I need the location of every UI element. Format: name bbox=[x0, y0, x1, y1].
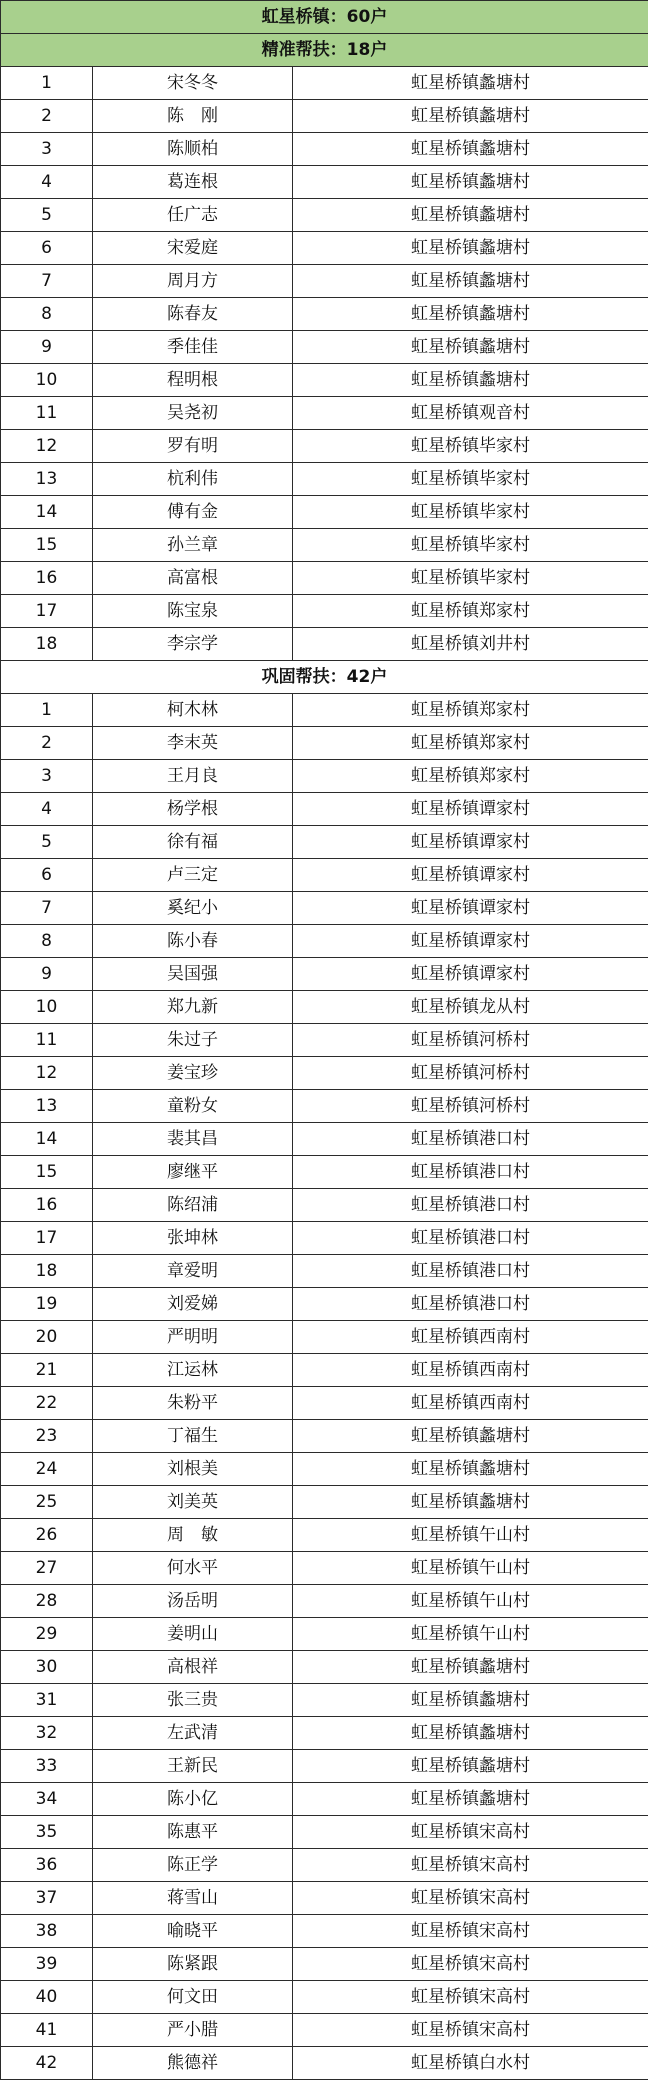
row-number: 27 bbox=[1, 1552, 93, 1585]
section-heading-row bbox=[1, 661, 648, 694]
household-name: 周 敏 bbox=[93, 1519, 293, 1552]
row-number: 42 bbox=[1, 2047, 93, 2080]
table-row bbox=[1, 1321, 648, 1354]
table-row bbox=[1, 1354, 648, 1387]
household-name: 季佳佳 bbox=[93, 331, 293, 364]
village-name: 虹星桥镇毕家村 bbox=[293, 529, 648, 562]
table-row bbox=[1, 1519, 648, 1552]
household-name: 蒋雪山 bbox=[93, 1882, 293, 1915]
household-name: 柯木林 bbox=[93, 694, 293, 727]
table-row bbox=[1, 529, 648, 562]
table-row bbox=[1, 1486, 648, 1519]
household-name: 何文田 bbox=[93, 1981, 293, 2014]
household-name: 姜宝珍 bbox=[93, 1057, 293, 1090]
village-name: 虹星桥镇蠡塘村 bbox=[293, 67, 648, 100]
village-name: 虹星桥镇河桥村 bbox=[293, 1090, 648, 1123]
table-row bbox=[1, 892, 648, 925]
row-number: 14 bbox=[1, 1123, 93, 1156]
household-name: 江运林 bbox=[93, 1354, 293, 1387]
row-number: 34 bbox=[1, 1783, 93, 1816]
village-name: 虹星桥镇港口村 bbox=[293, 1255, 648, 1288]
household-name: 喻晓平 bbox=[93, 1915, 293, 1948]
village-name: 虹星桥镇河桥村 bbox=[293, 1057, 648, 1090]
table-row bbox=[1, 2014, 648, 2047]
table-row bbox=[1, 2047, 648, 2080]
table-row bbox=[1, 1189, 648, 1222]
row-number: 10 bbox=[1, 364, 93, 397]
household-name: 严小腊 bbox=[93, 2014, 293, 2047]
row-number: 13 bbox=[1, 1090, 93, 1123]
table-row bbox=[1, 1123, 648, 1156]
table-row bbox=[1, 1684, 648, 1717]
household-name: 孙兰章 bbox=[93, 529, 293, 562]
household-name: 陈绍浦 bbox=[93, 1189, 293, 1222]
row-number: 30 bbox=[1, 1651, 93, 1684]
table-row bbox=[1, 925, 648, 958]
table-row bbox=[1, 430, 648, 463]
table-row bbox=[1, 562, 648, 595]
row-number: 33 bbox=[1, 1750, 93, 1783]
row-number: 2 bbox=[1, 100, 93, 133]
village-name: 虹星桥镇谭家村 bbox=[293, 958, 648, 991]
household-name: 周月方 bbox=[93, 265, 293, 298]
village-name: 虹星桥镇蠡塘村 bbox=[293, 1750, 648, 1783]
village-name: 虹星桥镇谭家村 bbox=[293, 859, 648, 892]
row-number: 12 bbox=[1, 430, 93, 463]
village-name: 虹星桥镇午山村 bbox=[293, 1585, 648, 1618]
village-name: 虹星桥镇蠡塘村 bbox=[293, 1420, 648, 1453]
village-name: 虹星桥镇宋高村 bbox=[293, 1915, 648, 1948]
row-number: 5 bbox=[1, 826, 93, 859]
table-row bbox=[1, 1651, 648, 1684]
village-name: 虹星桥镇毕家村 bbox=[293, 496, 648, 529]
row-number: 36 bbox=[1, 1849, 93, 1882]
table-row bbox=[1, 1090, 648, 1123]
row-number: 8 bbox=[1, 298, 93, 331]
table-row bbox=[1, 1783, 648, 1816]
row-number: 7 bbox=[1, 892, 93, 925]
village-name: 虹星桥镇西南村 bbox=[293, 1387, 648, 1420]
household-name: 宋冬冬 bbox=[93, 67, 293, 100]
table-row bbox=[1, 1057, 648, 1090]
row-number: 38 bbox=[1, 1915, 93, 1948]
village-name: 虹星桥镇蠡塘村 bbox=[293, 1783, 648, 1816]
table-row bbox=[1, 1981, 648, 2014]
household-name: 罗有明 bbox=[93, 430, 293, 463]
row-number: 3 bbox=[1, 760, 93, 793]
row-number: 12 bbox=[1, 1057, 93, 1090]
household-name: 高根祥 bbox=[93, 1651, 293, 1684]
household-name: 王月良 bbox=[93, 760, 293, 793]
household-name: 陈小亿 bbox=[93, 1783, 293, 1816]
table-row bbox=[1, 1915, 648, 1948]
village-name: 虹星桥镇蠡塘村 bbox=[293, 1651, 648, 1684]
household-name: 宋爱庭 bbox=[93, 232, 293, 265]
household-name: 陈宝泉 bbox=[93, 595, 293, 628]
row-number: 4 bbox=[1, 166, 93, 199]
row-number: 5 bbox=[1, 199, 93, 232]
table-row bbox=[1, 496, 648, 529]
table-row bbox=[1, 628, 648, 661]
table-row bbox=[1, 463, 648, 496]
table-row bbox=[1, 232, 648, 265]
row-number: 14 bbox=[1, 496, 93, 529]
section-heading: 巩固帮扶：42户 bbox=[1, 661, 648, 694]
village-name: 虹星桥镇谭家村 bbox=[293, 826, 648, 859]
village-name: 虹星桥镇蠡塘村 bbox=[293, 1717, 648, 1750]
row-number: 17 bbox=[1, 1222, 93, 1255]
table-row bbox=[1, 1552, 648, 1585]
table-row bbox=[1, 991, 648, 1024]
village-name: 虹星桥镇刘井村 bbox=[293, 628, 648, 661]
row-number: 6 bbox=[1, 232, 93, 265]
village-name: 虹星桥镇宋高村 bbox=[293, 1948, 648, 1981]
village-name: 虹星桥镇午山村 bbox=[293, 1618, 648, 1651]
village-name: 虹星桥镇毕家村 bbox=[293, 430, 648, 463]
village-name: 虹星桥镇蠡塘村 bbox=[293, 133, 648, 166]
village-name: 虹星桥镇港口村 bbox=[293, 1288, 648, 1321]
row-number: 37 bbox=[1, 1882, 93, 1915]
row-number: 4 bbox=[1, 793, 93, 826]
table-row bbox=[1, 1288, 648, 1321]
village-name: 虹星桥镇白水村 bbox=[293, 2047, 648, 2080]
household-name: 陈正学 bbox=[93, 1849, 293, 1882]
row-number: 1 bbox=[1, 694, 93, 727]
village-name: 虹星桥镇蠡塘村 bbox=[293, 265, 648, 298]
household-name: 左武清 bbox=[93, 1717, 293, 1750]
village-name: 虹星桥镇蠡塘村 bbox=[293, 1486, 648, 1519]
village-name: 虹星桥镇郑家村 bbox=[293, 694, 648, 727]
row-number: 13 bbox=[1, 463, 93, 496]
table-row bbox=[1, 1024, 648, 1057]
household-name: 刘美英 bbox=[93, 1486, 293, 1519]
household-name: 朱粉平 bbox=[93, 1387, 293, 1420]
section-heading: 精准帮扶：18户 bbox=[1, 34, 648, 67]
table-title-row bbox=[1, 1, 648, 34]
village-name: 虹星桥镇蠡塘村 bbox=[293, 199, 648, 232]
table-row bbox=[1, 1420, 648, 1453]
row-number: 21 bbox=[1, 1354, 93, 1387]
table-row bbox=[1, 826, 648, 859]
village-name: 虹星桥镇西南村 bbox=[293, 1354, 648, 1387]
table-row bbox=[1, 166, 648, 199]
household-name: 程明根 bbox=[93, 364, 293, 397]
household-name: 陈顺柏 bbox=[93, 133, 293, 166]
row-number: 26 bbox=[1, 1519, 93, 1552]
row-number: 25 bbox=[1, 1486, 93, 1519]
village-name: 虹星桥镇谭家村 bbox=[293, 892, 648, 925]
household-name: 张坤林 bbox=[93, 1222, 293, 1255]
table-row bbox=[1, 1255, 648, 1288]
table-row bbox=[1, 1750, 648, 1783]
row-number: 41 bbox=[1, 2014, 93, 2047]
village-name: 虹星桥镇蠡塘村 bbox=[293, 1453, 648, 1486]
row-number: 11 bbox=[1, 1024, 93, 1057]
row-number: 10 bbox=[1, 991, 93, 1024]
household-name: 陈惠平 bbox=[93, 1816, 293, 1849]
row-number: 9 bbox=[1, 958, 93, 991]
table-row bbox=[1, 694, 648, 727]
household-name: 杨学根 bbox=[93, 793, 293, 826]
row-number: 23 bbox=[1, 1420, 93, 1453]
household-name: 朱过子 bbox=[93, 1024, 293, 1057]
household-name: 李末英 bbox=[93, 727, 293, 760]
row-number: 1 bbox=[1, 67, 93, 100]
village-name: 虹星桥镇龙从村 bbox=[293, 991, 648, 1024]
village-name: 虹星桥镇午山村 bbox=[293, 1552, 648, 1585]
household-name: 陈小春 bbox=[93, 925, 293, 958]
village-name: 虹星桥镇郑家村 bbox=[293, 595, 648, 628]
table-row bbox=[1, 199, 648, 232]
household-name: 任广志 bbox=[93, 199, 293, 232]
table-row bbox=[1, 1387, 648, 1420]
household-name: 徐有福 bbox=[93, 826, 293, 859]
household-name: 陈紧跟 bbox=[93, 1948, 293, 1981]
row-number: 24 bbox=[1, 1453, 93, 1486]
household-name: 严明明 bbox=[93, 1321, 293, 1354]
village-name: 虹星桥镇宋高村 bbox=[293, 1882, 648, 1915]
household-name: 陈春友 bbox=[93, 298, 293, 331]
village-name: 虹星桥镇观音村 bbox=[293, 397, 648, 430]
row-number: 17 bbox=[1, 595, 93, 628]
row-number: 40 bbox=[1, 1981, 93, 2014]
village-name: 虹星桥镇港口村 bbox=[293, 1189, 648, 1222]
row-number: 9 bbox=[1, 331, 93, 364]
household-name: 郑九新 bbox=[93, 991, 293, 1024]
household-name: 章爱明 bbox=[93, 1255, 293, 1288]
household-name: 熊德祥 bbox=[93, 2047, 293, 2080]
row-number: 20 bbox=[1, 1321, 93, 1354]
table-row bbox=[1, 1156, 648, 1189]
row-number: 11 bbox=[1, 397, 93, 430]
table-body bbox=[1, 1, 648, 2080]
household-name: 刘根美 bbox=[93, 1453, 293, 1486]
table-row bbox=[1, 1882, 648, 1915]
household-name: 吴尧初 bbox=[93, 397, 293, 430]
table-row bbox=[1, 1222, 648, 1255]
village-name: 虹星桥镇宋高村 bbox=[293, 1981, 648, 2014]
row-number: 39 bbox=[1, 1948, 93, 1981]
row-number: 15 bbox=[1, 529, 93, 562]
household-name: 丁福生 bbox=[93, 1420, 293, 1453]
table-row bbox=[1, 133, 648, 166]
row-number: 18 bbox=[1, 628, 93, 661]
village-name: 虹星桥镇谭家村 bbox=[293, 793, 648, 826]
village-name: 虹星桥镇蠡塘村 bbox=[293, 232, 648, 265]
row-number: 16 bbox=[1, 1189, 93, 1222]
row-number: 8 bbox=[1, 925, 93, 958]
table-row bbox=[1, 298, 648, 331]
table-title: 虹星桥镇：60户 bbox=[1, 1, 648, 34]
row-number: 29 bbox=[1, 1618, 93, 1651]
household-name: 刘爱娣 bbox=[93, 1288, 293, 1321]
household-name: 何水平 bbox=[93, 1552, 293, 1585]
table-row bbox=[1, 793, 648, 826]
household-name: 汤岳明 bbox=[93, 1585, 293, 1618]
household-name: 童粉女 bbox=[93, 1090, 293, 1123]
row-number: 22 bbox=[1, 1387, 93, 1420]
section-heading-row bbox=[1, 34, 648, 67]
table-row bbox=[1, 859, 648, 892]
table-row bbox=[1, 1717, 648, 1750]
table-row bbox=[1, 1948, 648, 1981]
village-name: 虹星桥镇毕家村 bbox=[293, 463, 648, 496]
household-name: 陈 刚 bbox=[93, 100, 293, 133]
table-row bbox=[1, 1816, 648, 1849]
row-number: 3 bbox=[1, 133, 93, 166]
row-number: 18 bbox=[1, 1255, 93, 1288]
village-name: 虹星桥镇午山村 bbox=[293, 1519, 648, 1552]
village-name: 虹星桥镇港口村 bbox=[293, 1123, 648, 1156]
row-number: 19 bbox=[1, 1288, 93, 1321]
table-row bbox=[1, 1849, 648, 1882]
row-number: 28 bbox=[1, 1585, 93, 1618]
household-name: 裴其昌 bbox=[93, 1123, 293, 1156]
village-name: 虹星桥镇蠡塘村 bbox=[293, 364, 648, 397]
row-number: 31 bbox=[1, 1684, 93, 1717]
table-row bbox=[1, 331, 648, 364]
village-name: 虹星桥镇宋高村 bbox=[293, 1816, 648, 1849]
household-name: 卢三定 bbox=[93, 859, 293, 892]
table-row bbox=[1, 265, 648, 298]
row-number: 2 bbox=[1, 727, 93, 760]
household-name: 张三贵 bbox=[93, 1684, 293, 1717]
village-name: 虹星桥镇谭家村 bbox=[293, 925, 648, 958]
row-number: 16 bbox=[1, 562, 93, 595]
household-name: 李宗学 bbox=[93, 628, 293, 661]
row-number: 32 bbox=[1, 1717, 93, 1750]
village-name: 虹星桥镇港口村 bbox=[293, 1222, 648, 1255]
household-name: 高富根 bbox=[93, 562, 293, 595]
table-row bbox=[1, 760, 648, 793]
table-row bbox=[1, 397, 648, 430]
row-number: 6 bbox=[1, 859, 93, 892]
table-row bbox=[1, 595, 648, 628]
household-name: 姜明山 bbox=[93, 1618, 293, 1651]
row-number: 7 bbox=[1, 265, 93, 298]
village-name: 虹星桥镇郑家村 bbox=[293, 760, 648, 793]
table-row bbox=[1, 1585, 648, 1618]
table-row bbox=[1, 958, 648, 991]
household-name: 廖继平 bbox=[93, 1156, 293, 1189]
village-name: 虹星桥镇蠡塘村 bbox=[293, 331, 648, 364]
village-name: 虹星桥镇毕家村 bbox=[293, 562, 648, 595]
village-name: 虹星桥镇蠡塘村 bbox=[293, 166, 648, 199]
household-name: 吴国强 bbox=[93, 958, 293, 991]
village-name: 虹星桥镇蠡塘村 bbox=[293, 298, 648, 331]
row-number: 15 bbox=[1, 1156, 93, 1189]
table-row bbox=[1, 67, 648, 100]
village-name: 虹星桥镇蠡塘村 bbox=[293, 1684, 648, 1717]
village-name: 虹星桥镇西南村 bbox=[293, 1321, 648, 1354]
household-name: 葛连根 bbox=[93, 166, 293, 199]
village-name: 虹星桥镇郑家村 bbox=[293, 727, 648, 760]
table-row bbox=[1, 364, 648, 397]
table-row bbox=[1, 1453, 648, 1486]
household-name: 奚纪小 bbox=[93, 892, 293, 925]
village-name: 虹星桥镇宋高村 bbox=[293, 2014, 648, 2047]
household-name: 傅有金 bbox=[93, 496, 293, 529]
village-name: 虹星桥镇河桥村 bbox=[293, 1024, 648, 1057]
row-number: 35 bbox=[1, 1816, 93, 1849]
village-name: 虹星桥镇港口村 bbox=[293, 1156, 648, 1189]
table-row bbox=[1, 727, 648, 760]
table-row bbox=[1, 100, 648, 133]
household-name: 王新民 bbox=[93, 1750, 293, 1783]
village-name: 虹星桥镇蠡塘村 bbox=[293, 100, 648, 133]
village-name: 虹星桥镇宋高村 bbox=[293, 1849, 648, 1882]
household-name: 杭利伟 bbox=[93, 463, 293, 496]
table-row bbox=[1, 1618, 648, 1651]
